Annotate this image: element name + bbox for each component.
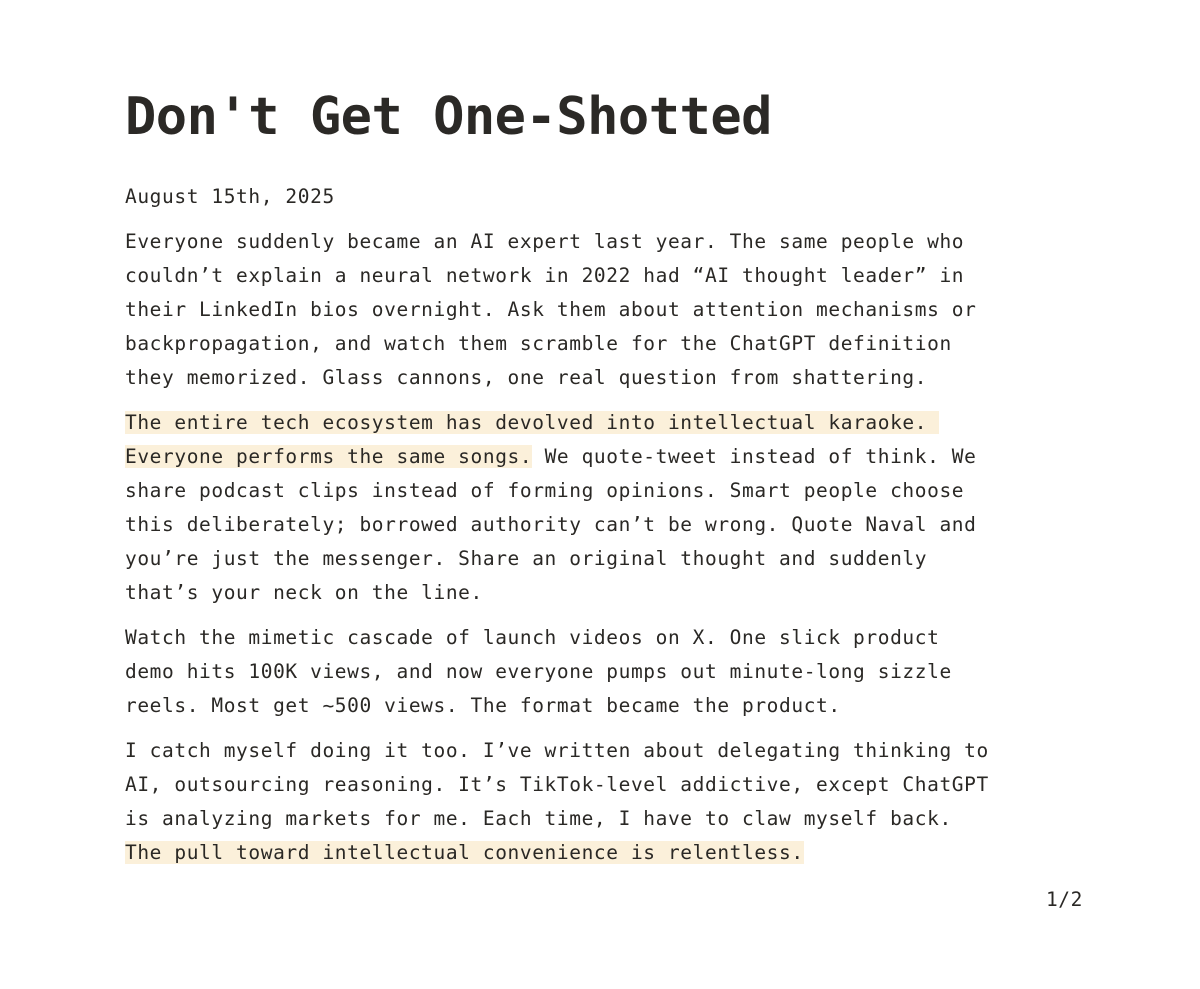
text-line: is analyzing markets for me. Each time, I have to claw myself back. — [125, 807, 952, 830]
page-number: 1/2 — [1045, 888, 1083, 911]
text-line: share podcast clips instead of forming opinions. Smart people choose — [125, 479, 965, 502]
text-line: backpropagation, and watch them scramble for the ChatGPT definition — [125, 332, 952, 355]
text-line: demo hits 100K views, and now everyone pumps out minute-long sizzle — [125, 660, 952, 683]
text-line: Watch the mimetic cascade of launch videos on X. One slick product — [125, 626, 940, 649]
text-line — [125, 836, 1115, 870]
text-line: they memorized. Glass cannons, one real question from shattering. — [125, 366, 928, 389]
paragraph-3 — [125, 621, 1115, 723]
text-line: AI, outsourcing reasoning. It’s TikTok-level addictive, except ChatGPT — [125, 773, 989, 796]
paragraph-4 — [125, 734, 1115, 870]
text-line: I catch myself doing it too. I’ve written about delegating thinking to — [125, 739, 989, 762]
paragraph-1 — [125, 225, 1115, 395]
text-line — [125, 440, 1115, 474]
text-line: that’s your neck on the line. — [125, 581, 483, 604]
text-line: this deliberately; borrowed authority can’t be wrong. Quote Naval and — [125, 513, 977, 536]
text-line: you’re just the messenger. Share an original thought and suddenly — [125, 547, 928, 570]
paragraph-2 — [125, 406, 1115, 610]
article — [125, 84, 1115, 870]
page-title: Don't Get One-Shotted — [125, 87, 772, 147]
text-line: their LinkedIn bios overnight. Ask them about attention mechanisms or — [125, 298, 977, 321]
text-line: reels. Most get ~500 views. The format became the product. — [125, 694, 841, 717]
text-line — [125, 406, 1115, 440]
highlighted-text: The pull toward intellectual convenience is relentless. — [125, 841, 804, 864]
text-segment: We quote-tweet instead of think. We — [532, 445, 977, 468]
highlighted-text: The entire tech ecosystem has devolved into intellectual karaoke. — [125, 411, 940, 434]
text-line: couldn’t explain a neural network in 2022 had “AI thought leader” in — [125, 264, 965, 287]
highlighted-text: Everyone performs the same songs. — [125, 445, 533, 468]
text-line: Everyone suddenly became an AI expert last year. The same people who — [125, 230, 965, 253]
post-date: August 15th, 2025 — [125, 185, 335, 208]
